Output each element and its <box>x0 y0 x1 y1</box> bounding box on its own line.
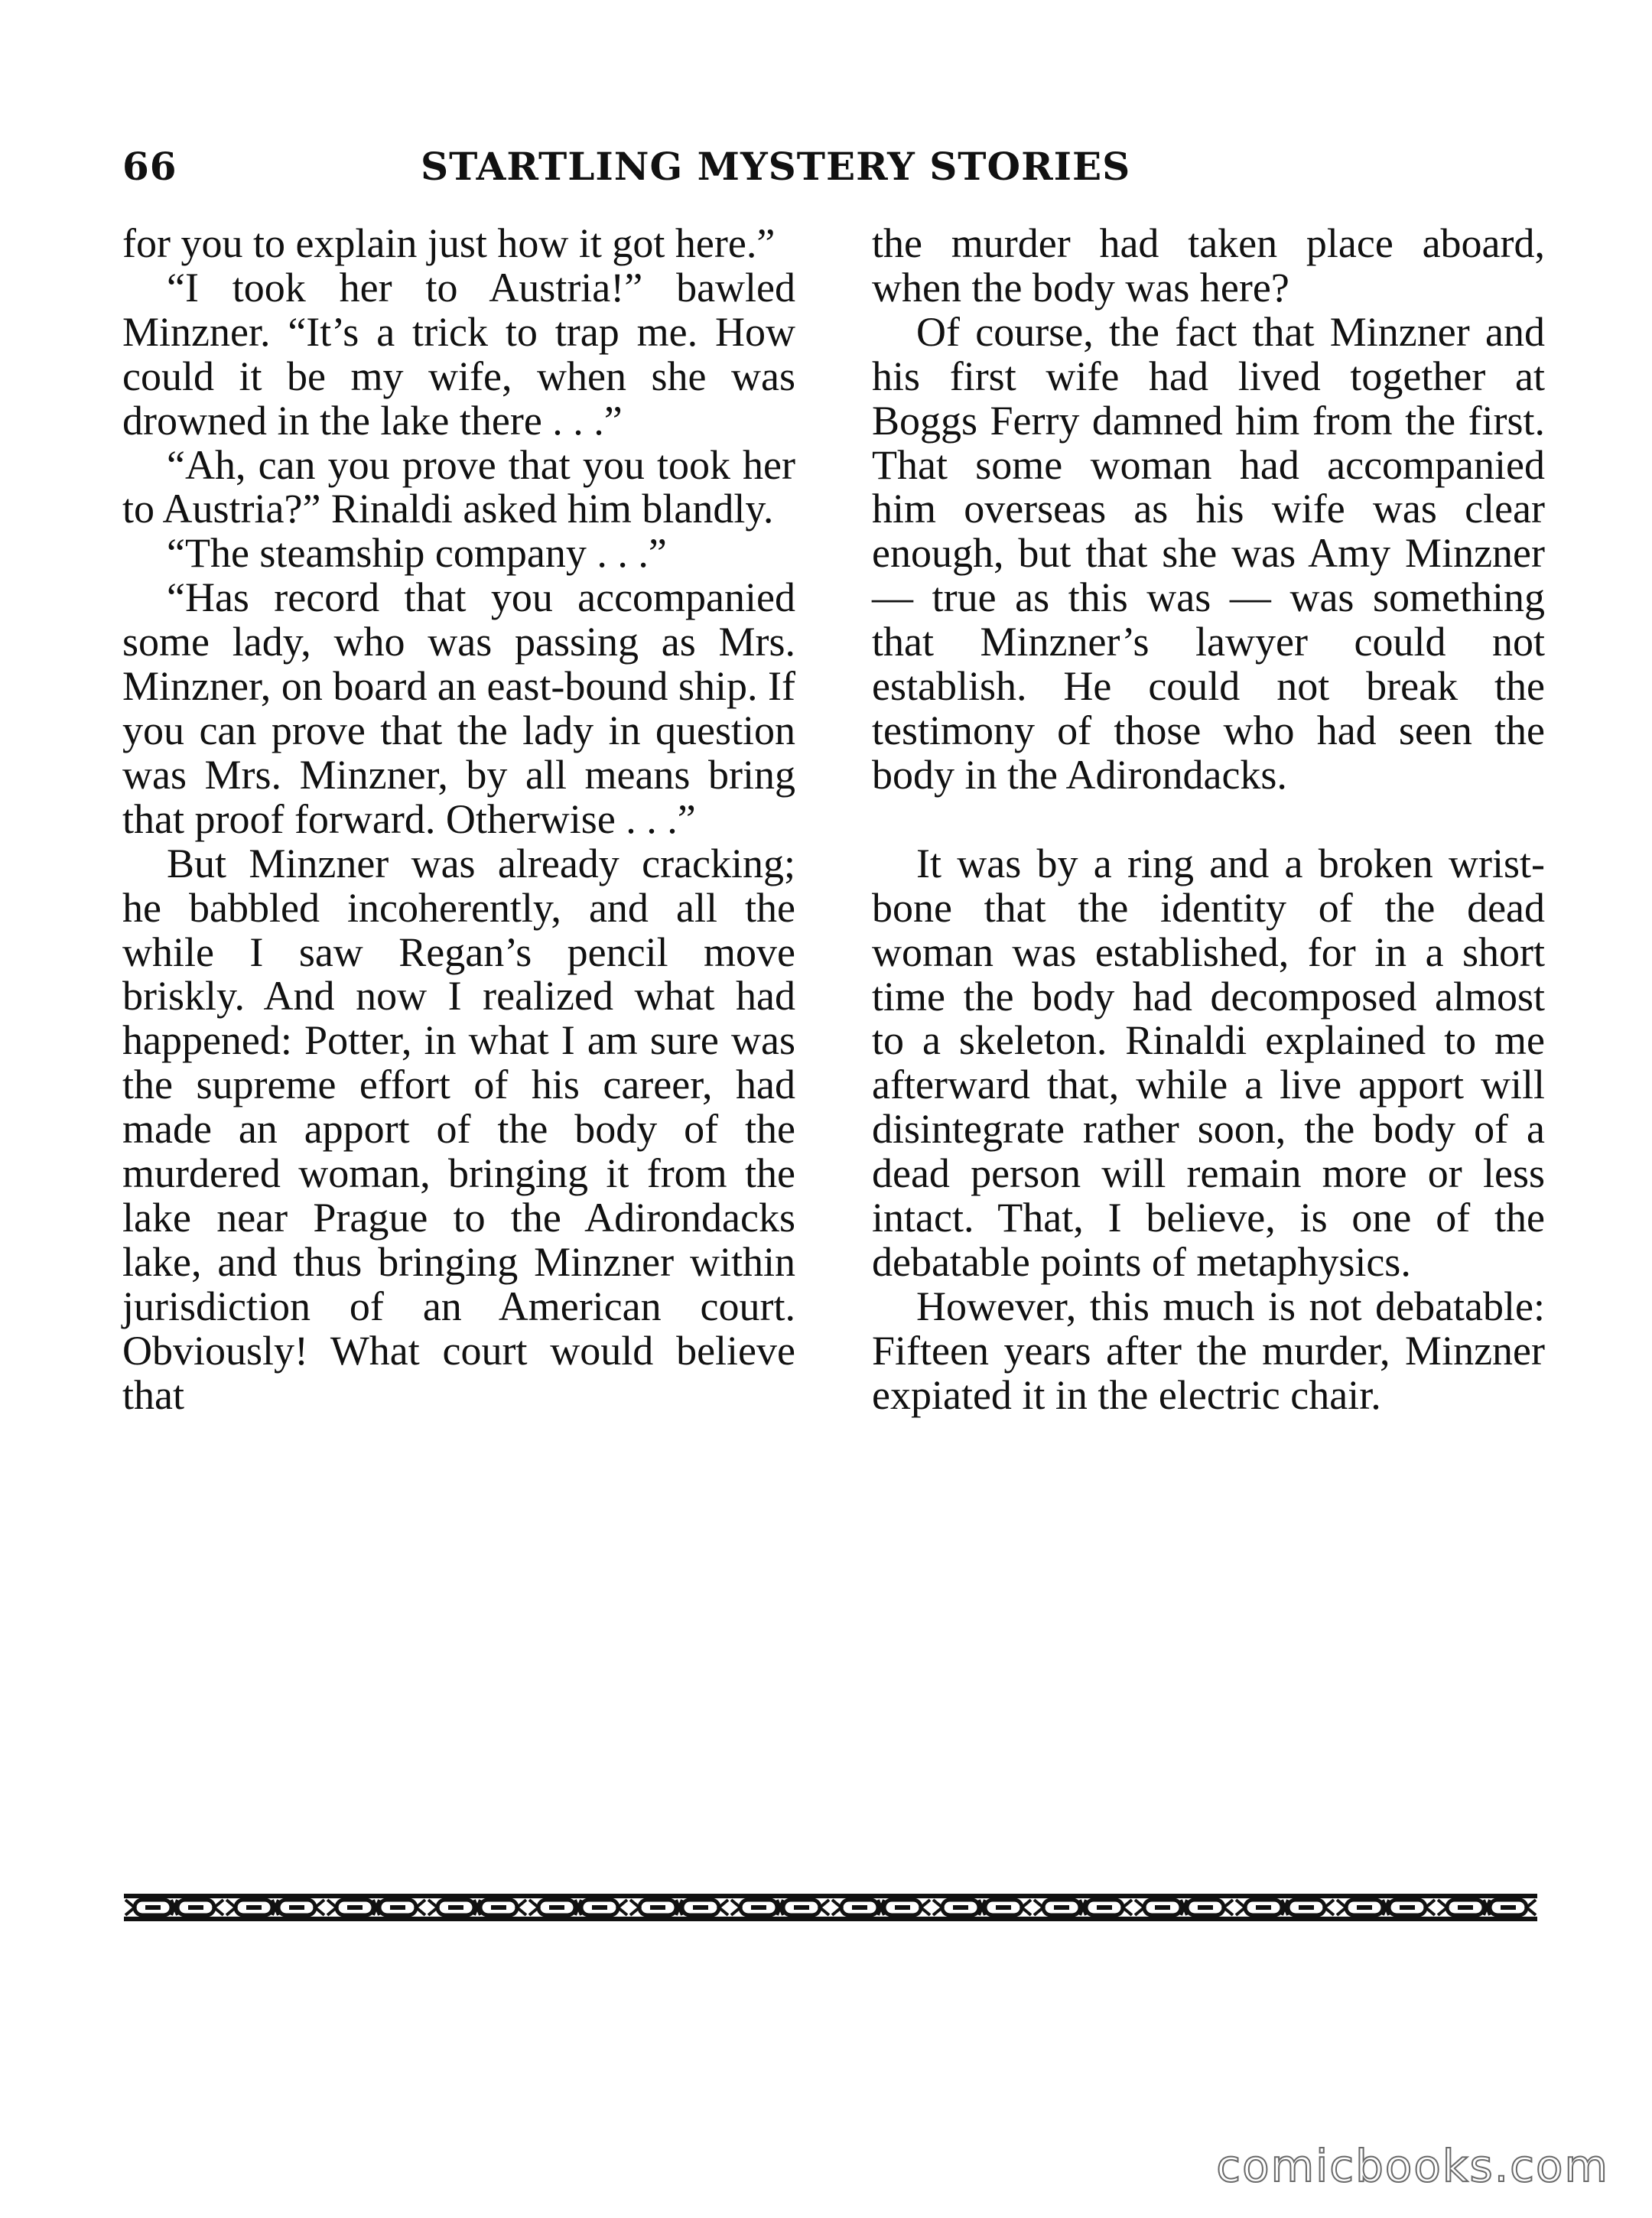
page-header <box>122 144 1236 197</box>
running-title: STARTLING MYSTERY STORIES <box>421 144 1131 189</box>
page-number: 66 <box>122 144 177 189</box>
watermark: comicbooks.com <box>1216 2140 1609 2192</box>
paragraph: It was by a ring and a broken wrist-bone that the identity of the dead woman was established, for in a short time the body had decomposed almost to a skeleton. Rinaldi explained to me afterward that, while a live apport will disintegrate rather soon, the body of a dead person will remain more or less intact. That, I believe, is one of the debatable points of metaphysics. <box>872 840 1545 1285</box>
paragraph: “I took her to Austria!” bawled Minzner. “It’s a trick to trap me. How could it be my wife, when she was drowned in the lake there . . .” <box>122 264 795 444</box>
chain-border-icon <box>124 1889 1537 1926</box>
right-column <box>872 222 1545 1418</box>
paragraph: for you to explain just how it got here.” <box>122 220 776 266</box>
paragraph: But Minzner was already cracking; he babbled incoherently, and all the while I saw Regan’s pencil move briskly. And now I realized what had happened: Potter, in what I am sure was the supreme effort of his career, had made an apport of the body of the murdered woman, bringing it from the lake near Prague to the Adirondacks lake, and thus bringing Minzner within jurisdiction of an American court. Obviously! What court would believe that <box>122 840 795 1418</box>
left-column <box>122 222 795 1417</box>
paragraph: However, this much is not debatable: Fifteen years after the murder, Minzner expiated it in the electric chair. <box>872 1283 1545 1418</box>
paragraph: the murder had taken place aboard, when the body was here? <box>872 220 1545 311</box>
paragraph: “Has record that you accompanied some lady, who was passing as Mrs. Minzner, on board an east-bound ship. If you can prove that the lady in question was Mrs. Minzner, by all means bring that proof forward. Otherwise . . .” <box>122 574 795 842</box>
paragraph: “Ah, can you prove that you took her to Austria?” Rinaldi asked him blandly. <box>122 441 795 532</box>
paragraph: Of course, the fact that Minzner and his first wife had lived together at Boggs Ferry damned him from the first. That some woman had accompanied him overseas as his wife was clear enough, but that she was Amy Minzner — true as this was — was something that Minzner’s lawyer could not establish. He could not break the testimony of those who had seen the body in the Adirondacks. <box>872 308 1545 798</box>
paragraph: “The steamship company . . .” <box>167 530 667 577</box>
